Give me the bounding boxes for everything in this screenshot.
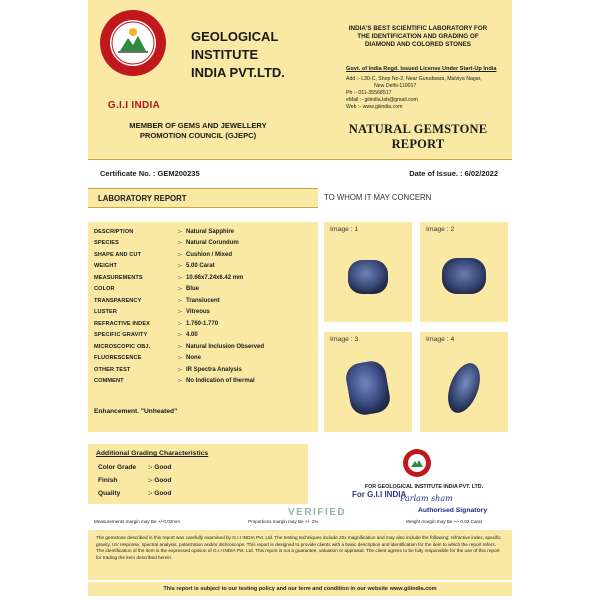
phone-line: Ph :- 011-35568517 bbox=[346, 90, 392, 96]
measurement-margin: Measurements margin may Be +/-0.02mm bbox=[94, 519, 180, 524]
gem-image-cell bbox=[420, 222, 508, 322]
property-key: FLUORESCENCE bbox=[94, 355, 142, 362]
property-key: DESCRIPTION bbox=[94, 228, 134, 235]
property-colon: :- bbox=[178, 274, 182, 281]
property-row bbox=[94, 353, 314, 365]
grading-title: Additional Grading Characteristics bbox=[96, 450, 209, 457]
grading-panel bbox=[88, 444, 308, 504]
header bbox=[88, 0, 512, 160]
property-colon: :- bbox=[178, 355, 182, 362]
property-value: None bbox=[186, 355, 201, 362]
property-row bbox=[94, 307, 314, 319]
report-title bbox=[328, 122, 508, 152]
tagline-line: THE IDENTIFICATION AND GRADING OF bbox=[357, 33, 479, 40]
company-name-line: GEOLOGICAL bbox=[191, 29, 279, 44]
tagline bbox=[333, 25, 503, 49]
report-title-line: REPORT bbox=[391, 137, 445, 151]
property-value: 1.760-1.770 bbox=[186, 320, 219, 327]
signature-block bbox=[340, 448, 508, 518]
property-key: OTHER TEST bbox=[94, 366, 131, 373]
property-value: 4.00 bbox=[186, 332, 198, 339]
property-value: 10.66x7.24x6.42 mm bbox=[186, 274, 244, 281]
property-row bbox=[94, 226, 314, 238]
footer-line: This report is subject to our testing policy and our term and condition in our website www.giiindia.com bbox=[88, 582, 512, 596]
property-colon: :- bbox=[178, 343, 182, 350]
property-key: COLOR bbox=[94, 286, 115, 293]
lab-bar bbox=[88, 188, 512, 208]
gem-image-cell bbox=[324, 332, 412, 432]
member-line: MEMBER OF GEMS AND JEWELLERY bbox=[129, 121, 267, 130]
tagline-line: INDIA'S BEST SCIENTIFIC LABORATORY FOR bbox=[348, 25, 488, 32]
property-key: TRANSPARENCY bbox=[94, 297, 142, 304]
gii-logo-text: G.I.I INDIA bbox=[107, 100, 161, 111]
property-value: Translucent bbox=[186, 297, 220, 304]
property-value: No Indication of thermal bbox=[186, 378, 255, 385]
property-row bbox=[94, 284, 314, 296]
address-line: New Delhi-110017 bbox=[374, 83, 417, 89]
property-key: REFRACTIVE INDEX bbox=[94, 320, 150, 327]
property-colon: :- bbox=[178, 240, 182, 247]
tagline-line: DIAMOND AND COLORED STONES bbox=[364, 41, 471, 48]
gem-photo bbox=[334, 348, 402, 428]
email-line: eMail :- giiindia.lab@gmail.com bbox=[346, 97, 418, 103]
property-colon: :- bbox=[178, 332, 182, 339]
grade-row bbox=[98, 490, 208, 497]
lab-report-heading bbox=[88, 188, 318, 208]
gii-seal-logo bbox=[98, 8, 168, 78]
grade-value: :- Good bbox=[148, 490, 172, 497]
property-key: SPECIES bbox=[94, 240, 119, 247]
authorised-signatory: Authorised Signatory bbox=[418, 507, 488, 514]
property-colon: :- bbox=[178, 263, 182, 270]
signature-for-text: FOR GEOLOGICAL INSTITUTE INDIA PVT. LTD. bbox=[364, 484, 484, 490]
verified-stamp: VERIFIED bbox=[288, 507, 347, 518]
property-colon: :- bbox=[178, 309, 182, 316]
disclaimer: The gemstone described in this report was carefully examined by G.I.I INDIA Pvt. Ltd. The testing techniques include 20x magnification and may also include the following: refractive index, specific gravity, UV response, spectral analysis, polarization and/or dichroscope. This report is designed to provide clients with a basic description and identification for the item to which the report refers. The identification of the item is the expressed opinion of G.I.I INDIA Pvt. Ltd. This report is not a guarantee, valuation or appraisal. The client agrees to be fully responsible for the use of this report for trading the item described herein. bbox=[88, 530, 512, 580]
image-label: Image : 3 bbox=[330, 336, 359, 343]
property-key: SHAPE AND CUT bbox=[94, 251, 142, 258]
property-colon: :- bbox=[178, 378, 182, 385]
gem-photo bbox=[430, 348, 498, 428]
property-row bbox=[94, 318, 314, 330]
property-value: IR Spectra Analysis bbox=[186, 366, 242, 373]
property-row bbox=[94, 249, 314, 261]
certificate-bar bbox=[88, 164, 512, 182]
property-value: Natural Inclusion Observed bbox=[186, 343, 265, 350]
property-value: Natural Sapphire bbox=[186, 228, 235, 235]
property-row bbox=[94, 272, 314, 284]
property-key: LUSTER bbox=[94, 309, 117, 316]
property-value: Cushion / Mixed bbox=[186, 251, 233, 258]
property-value: Blue bbox=[186, 286, 200, 293]
property-row bbox=[94, 341, 314, 353]
grade-row bbox=[98, 477, 208, 484]
gem-image-cell bbox=[420, 332, 508, 432]
proportion-margin: Proportions margin may Be +/- 2% bbox=[248, 519, 319, 524]
property-colon: :- bbox=[178, 297, 182, 304]
company-name bbox=[191, 28, 321, 82]
property-key: SPECIFIC GRAVITY bbox=[94, 332, 148, 339]
enhancement-note: Enhancement. "Unheated" bbox=[94, 408, 178, 415]
properties-list bbox=[94, 226, 314, 387]
images-panel bbox=[324, 222, 512, 432]
gem-image-cell bbox=[324, 222, 412, 322]
certificate-page bbox=[88, 0, 512, 600]
property-row bbox=[94, 330, 314, 342]
to-whom-label: TO WHOM IT MAY CONCERN bbox=[324, 193, 432, 202]
property-row bbox=[94, 376, 314, 388]
grade-key: Color Grade bbox=[98, 464, 137, 471]
report-title-line: NATURAL GEMSTONE bbox=[348, 122, 488, 136]
weight-margin: Weight margin may Be +/- 0.02 Carat bbox=[406, 519, 482, 524]
property-colon: :- bbox=[178, 366, 182, 373]
property-row bbox=[94, 238, 314, 250]
contact-block bbox=[346, 76, 511, 111]
company-name-line: INDIA PVT.LTD. bbox=[191, 65, 285, 80]
property-value: 5.00 Carat bbox=[186, 263, 215, 270]
property-colon: :- bbox=[178, 320, 182, 327]
grade-row bbox=[98, 464, 208, 471]
date-of-issue: Date of Issue. : 6/02/2022 bbox=[409, 169, 498, 178]
lab-report-label: LABORATORY REPORT bbox=[98, 194, 187, 203]
signature-for-gii: For G.I.I INDIA bbox=[352, 490, 407, 499]
property-key: WEIGHT bbox=[94, 263, 117, 270]
certificate-number: Certificate No. : GEM200235 bbox=[100, 169, 200, 178]
address-line: Add :- L30-C, Shop No-2, Near Gurudwara, Malviya Nagar, bbox=[346, 76, 482, 82]
signature-scribble: Parlam sham bbox=[400, 494, 453, 503]
property-value: Vitreous bbox=[186, 309, 210, 316]
property-row bbox=[94, 295, 314, 307]
properties-panel bbox=[88, 222, 318, 432]
image-label: Image : 2 bbox=[426, 226, 455, 233]
grade-value: :- Good bbox=[148, 464, 172, 471]
property-key: MEASUREMENTS bbox=[94, 274, 143, 281]
image-label: Image : 1 bbox=[330, 226, 359, 233]
property-colon: :- bbox=[178, 251, 182, 258]
company-name-line: INSTITUTE bbox=[191, 47, 259, 62]
govt-license-line: Govt. of India Regd. Issued License Under Start-Up India bbox=[346, 66, 497, 72]
grade-key: Finish bbox=[98, 477, 118, 484]
grade-value: :- Good bbox=[148, 477, 172, 484]
property-row bbox=[94, 364, 314, 376]
gii-seal-small-icon bbox=[402, 448, 432, 478]
grade-key: Quality bbox=[98, 490, 121, 497]
web-line: Web :- www.giiindia.com bbox=[346, 104, 403, 110]
property-colon: :- bbox=[178, 228, 182, 235]
gem-photo bbox=[334, 238, 402, 318]
member-line: PROMOTION COUNCIL (GJEPC) bbox=[139, 131, 257, 140]
image-label: Image : 4 bbox=[426, 336, 455, 343]
property-key: MICROSCOPIC OBJ. bbox=[94, 343, 151, 350]
property-value: Natural Corundum bbox=[186, 240, 239, 247]
property-row bbox=[94, 261, 314, 273]
gem-photo bbox=[430, 238, 498, 318]
property-colon: :- bbox=[178, 286, 182, 293]
property-key: COMMENT bbox=[94, 378, 124, 385]
member-text bbox=[113, 121, 283, 141]
